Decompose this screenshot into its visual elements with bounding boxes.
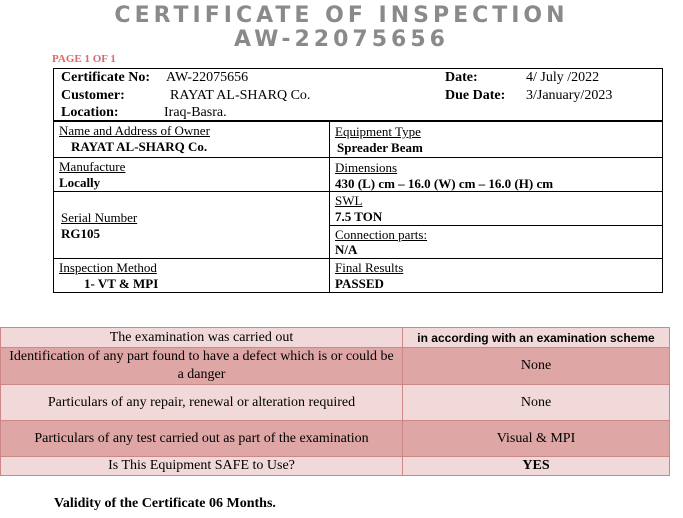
final-results-value: PASSED: [335, 276, 384, 291]
exam-question: Particulars of any test carried out as part of the examination: [1, 421, 403, 457]
examination-table: [0, 327, 670, 476]
connection-parts-cell: [329, 225, 663, 259]
cert-no-value: AW-22075656: [166, 70, 249, 85]
exam-question: Is This Equipment SAFE to Use?: [1, 457, 403, 476]
swl-value: 7.5 TON: [335, 209, 383, 224]
owner-label: Name and Address of Owner: [59, 123, 210, 138]
location-value: Iraq-Basra.: [164, 105, 227, 120]
exam-answer: None: [403, 385, 670, 421]
owner-value: RAYAT AL-SHARQ Co.: [71, 139, 208, 154]
serial-number-cell: [53, 191, 330, 259]
swl-cell: [329, 191, 663, 226]
serial-number-label: Serial Number: [61, 210, 138, 225]
table-row: [1, 457, 670, 476]
table-row: [1, 385, 670, 421]
exam-question: The examination was carried out: [1, 328, 403, 348]
table-row: [1, 328, 670, 348]
serial-number-value: RG105: [61, 226, 100, 241]
validity-note: Validity of the Certificate 06 Months.: [54, 496, 276, 511]
final-results-label: Final Results: [335, 260, 404, 275]
exam-answer: Visual & MPI: [403, 421, 670, 457]
table-row: [1, 421, 670, 457]
exam-answer: None: [403, 348, 670, 385]
cert-no-label: Certificate No:: [61, 70, 151, 85]
equipment-type-value: Spreader Beam: [337, 140, 423, 155]
owner-cell: [53, 121, 330, 158]
equipment-type-label: Equipment Type: [335, 124, 421, 139]
connection-parts-value: N/A: [335, 242, 358, 257]
table-row: [1, 348, 670, 385]
location-label: Location:: [61, 105, 119, 120]
equipment-type-cell: [329, 121, 663, 158]
dimensions-label: Dimensions: [335, 160, 398, 175]
exam-question: Identification of any part found to have a defect which is or could be a danger: [1, 348, 403, 385]
manufacture-label: Manufacture: [59, 159, 126, 174]
inspection-method-label: Inspection Method: [59, 260, 157, 275]
customer-value: RAYAT AL-SHARQ Co.: [170, 88, 311, 103]
page-indicator: PAGE 1 OF 1: [52, 53, 116, 65]
exam-answer: YES: [403, 457, 670, 476]
due-date-value: 3/January/2023: [526, 88, 613, 103]
date-value: 4/ July /2022: [526, 70, 600, 85]
certificate-title: CERTIFICATE OF INSPECTION: [114, 3, 569, 28]
certificate-number-title: AW-22075656: [234, 27, 449, 52]
exam-answer: in according with an examination scheme: [403, 328, 670, 348]
swl-label: SWL: [335, 193, 363, 208]
exam-question: Particulars of any repair, renewal or alteration required: [1, 385, 403, 421]
dimensions-cell: [329, 157, 663, 192]
connection-parts-label: Connection parts:: [335, 227, 428, 242]
manufacture-cell: [53, 157, 330, 192]
inspection-method-cell: [53, 258, 330, 293]
date-label: Date:: [445, 70, 478, 85]
inspection-method-value: 1- VT & MPI: [84, 276, 159, 291]
due-date-label: Due Date:: [445, 88, 506, 103]
manufacture-value: Locally: [59, 175, 101, 190]
certificate-header-box: [53, 68, 663, 121]
final-results-cell: [329, 258, 663, 293]
dimensions-value: 430 (L) cm – 16.0 (W) cm – 16.0 (H) cm: [335, 176, 554, 191]
customer-label: Customer:: [61, 88, 125, 103]
